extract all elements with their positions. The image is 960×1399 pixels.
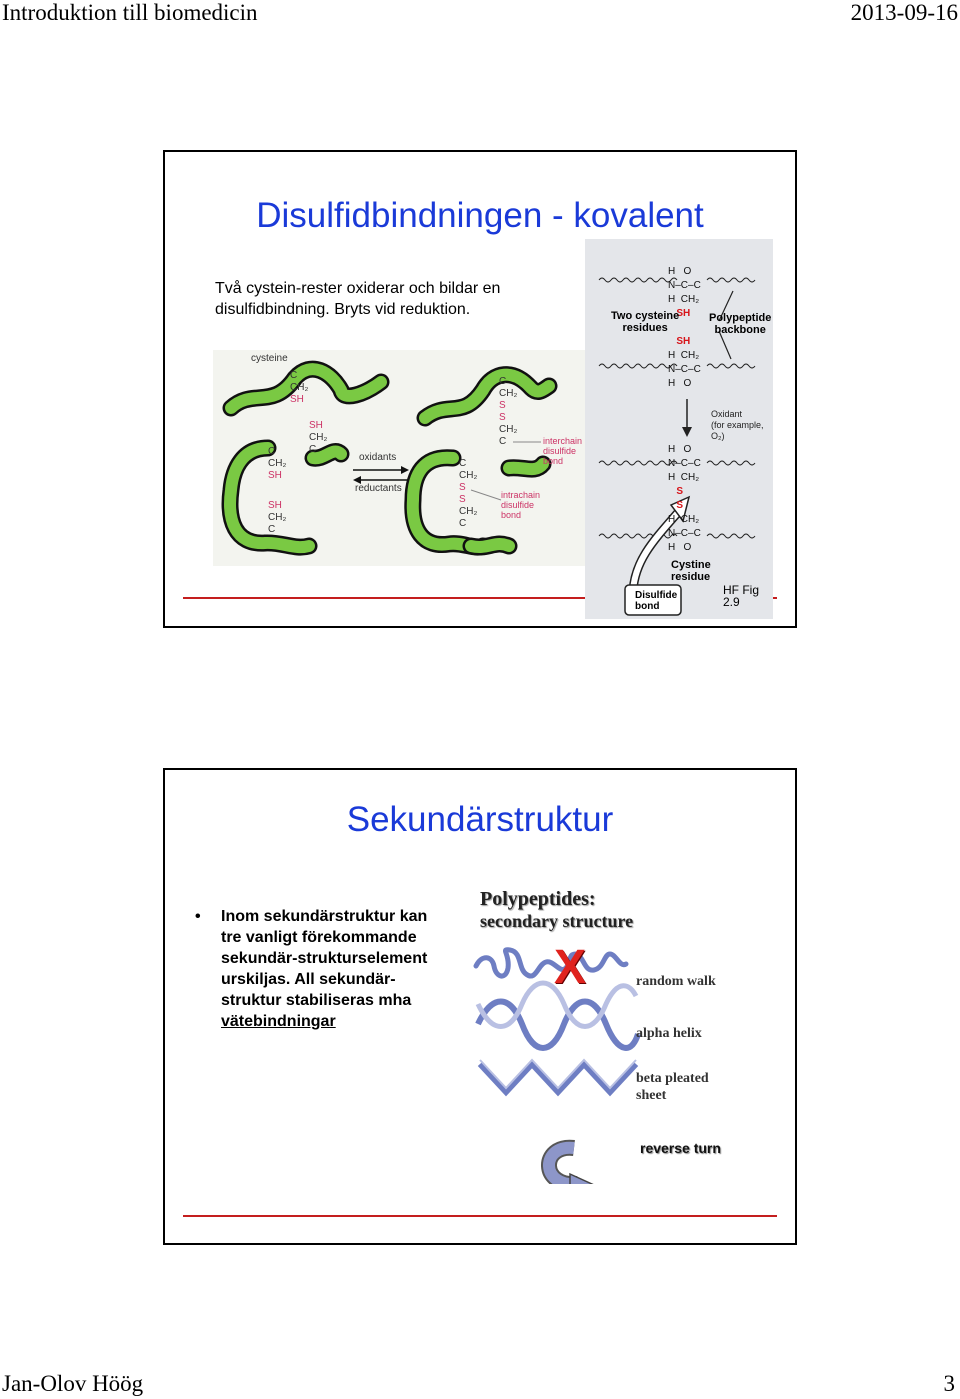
oxidant-label: [711, 409, 773, 442]
hydrogen-bonds-link[interactable]: vätebindningar: [221, 1013, 336, 1030]
cross-mark: X: [554, 941, 587, 994]
label-line: sheet: [636, 1088, 667, 1103]
label-line: Oxidant: [711, 409, 743, 419]
chem-formula: H O N–C–C H CH₂ S S H CH₂ N–C–C H O: [668, 444, 701, 553]
slide-secondary-structure: [163, 768, 797, 1245]
label-line: beta pleated: [636, 1071, 709, 1086]
chem-formula: SH CH₂ C: [309, 420, 328, 455]
disulfide-bond-label: [635, 590, 677, 612]
footer-author: Jan-Olov Höög: [2, 1371, 144, 1396]
label-line: bond: [635, 601, 660, 612]
heading-line: secondary structure: [480, 911, 634, 931]
oxidants-label: oxidants: [359, 452, 397, 463]
chem-formula: C CH₂ S S CH₂ C: [499, 376, 518, 447]
label-line: bond: [543, 456, 564, 466]
chem-formula: C CH₂ S S CH₂ C: [459, 458, 478, 529]
bullet-text: [221, 906, 427, 1032]
header-course: Introduktion till biomedicin: [2, 0, 258, 25]
footer-page-number: 3: [943, 1371, 955, 1396]
label-line: intrachain: [501, 490, 541, 500]
chem-formula: H O N–C–C H CH₂ SH SH H CH₂ N–C–C H O: [668, 266, 701, 389]
secondary-structure-figure: [470, 884, 790, 1184]
intrachain-label: [501, 490, 540, 520]
slide-body-text: [215, 278, 500, 320]
bullet-line: struktur stabiliseras mha: [221, 992, 412, 1009]
bullet-line: tre vanligt förekommande: [221, 929, 417, 946]
label-line: Polypeptide: [709, 312, 772, 324]
label-line: Cystine: [671, 559, 711, 571]
alpha-helix-label: alpha helix: [636, 1026, 702, 1041]
beta-sheet-label: [636, 1070, 709, 1104]
two-cysteine-label: [611, 310, 679, 334]
bullet-dot: •: [195, 908, 201, 925]
disulfide-bond-figure: [585, 239, 773, 619]
label-line: Disulfide: [635, 590, 678, 601]
header-date: 2013-09-16: [850, 0, 958, 25]
label-line: disulfide: [501, 500, 535, 510]
cystine-label: [671, 559, 711, 583]
figure-reference: HF Fig 2.9: [723, 583, 759, 609]
label-line: disulfide: [543, 446, 577, 456]
label-line: interchain: [543, 436, 583, 446]
backbone-label: [709, 312, 771, 336]
random-walk-label: random walk: [636, 974, 716, 989]
bullet-line: Inom sekundärstruktur kan: [221, 908, 428, 925]
reductants-label: reductants: [355, 483, 402, 494]
label-line: backbone: [714, 324, 766, 336]
label-line: bond: [501, 510, 522, 520]
slide-divider: [183, 1215, 777, 1217]
chem-formula: SH CH₂ C: [268, 500, 287, 535]
structure-drawings: [470, 884, 790, 1184]
chem-formula: C CH₂ SH: [290, 370, 309, 405]
chem-formula: C CH₂ SH: [268, 446, 287, 481]
bullet-line: sekundär-strukturselement: [221, 950, 428, 967]
cysteine-label: cysteine: [251, 353, 288, 364]
slide-disulfide: [163, 150, 797, 628]
label-line: (for example, O₂): [711, 420, 764, 441]
cysteine-oxidation-figure: [213, 350, 588, 566]
body-line: disulfidbindning. Bryts vid reduktion.: [215, 301, 471, 318]
heading-line: Polypeptides:: [480, 888, 596, 910]
bullet-line: urskiljas. All sekundär-: [221, 971, 396, 988]
label-line: Two cysteine: [611, 310, 680, 322]
interchain-label: [543, 436, 582, 466]
slide-title: Disulfidbindningen - kovalent: [256, 196, 704, 235]
reverse-turn-label: reverse turn: [640, 1140, 721, 1156]
slide-title: Sekundärstruktur: [346, 800, 614, 839]
label-line: residue: [671, 571, 711, 583]
label-line: residues: [622, 322, 668, 334]
body-line: Två cystein-rester oxiderar och bildar en: [215, 280, 501, 297]
